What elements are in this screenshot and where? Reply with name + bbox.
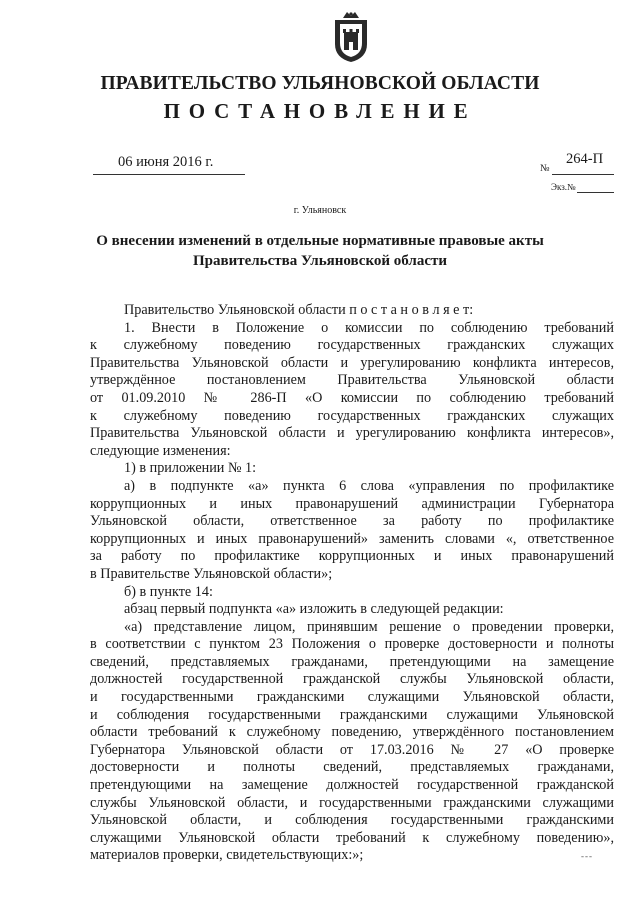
document-number: 264-П [566,151,604,167]
body-line: Ульяновской области, и соблюдения государственными гражданскими [90,812,614,829]
body-line: Правительства Ульяновской области и урегулированию конфликта интересов», [90,425,614,442]
document-body [90,302,614,865]
body-line: к служебному поведению государственных гражданских служащих [90,407,614,424]
body-line: утверждённое постановлением Правительства Ульяновской области [90,372,614,389]
body-line: материалов проверки, свидетельствующих:»; [90,847,364,864]
body-line: и государственными гражданскими служащими Ульяновской области, [90,689,614,706]
body-line: Правительство Ульяновской области п о с т а н о в л я е т: [124,302,474,318]
body-line: области требований к служебному поведению, утверждённого постановлением [90,724,614,741]
body-line: абзац первый подпункта «а» изложить в следующей редакции: [124,601,504,618]
body-line: б) в пункте 14: [124,583,213,600]
body-line: службы Ульяновской области, и государственными гражданскими служащими [90,794,614,811]
body-line: за работу по профилактике коррупционных и иных правонарушений [90,548,614,565]
body-line: «а) представление лицом, принявшим решение о проведении проверки, [124,618,614,635]
page-continuation-mark: --- [581,851,593,861]
body-line: а) в подпункте «а» пункта 6 слова «управления по профилактике [124,477,614,494]
coat-of-arms-icon [331,10,371,64]
body-line: достоверности и полноты сведений, представляемых гражданами, [90,759,614,776]
body-line: должностей государственной гражданской службы Ульяновской области, [90,671,614,688]
subject-line: О внесении изменений в отдельные нормативные правовые акты [96,233,544,249]
body-line: Ульяновской области, ответственное за работу по профилактике [90,513,614,530]
body-line: сведений, представляемых гражданами, претендующими на замещение [90,653,614,670]
body-line: 1. Внести в Положение о комиссии по соблюдению требований [124,319,614,336]
body-line: служащими Ульяновской области требований к служебному поведению», [90,829,614,846]
body-line: к служебному поведению государственных гражданских служащих [90,337,614,354]
copy-number-label: Экз.№ [551,182,576,192]
document-date: 06 июня 2016 г. [118,154,214,170]
body-line: и соблюдения государственными гражданскими служащими Ульяновской [90,706,614,723]
copy-number-underline [577,192,614,193]
number-underline [552,174,614,175]
body-line: Губернатора Ульяновской области от 17.03.2016 № 27 «О проверке [90,741,614,758]
document-type: ПОСТАНОВЛЕНИЕ [163,99,477,123]
body-line: в соответствии с пунктом 23 Положения о проверке достоверности и полноты [90,636,614,653]
number-prefix: № [540,163,550,174]
subject-line: Правительства Ульяновской области [192,252,448,269]
city-name: г. Ульяновск [293,205,347,216]
date-underline [93,174,245,175]
body-line: коррупционных и иных правонарушений» заменить словами «, ответственное [90,530,614,547]
body-line: Правительства Ульяновской области и урегулированию конфликта интересов, [90,354,614,371]
document-subject [0,232,640,271]
body-line: следующие изменения: [90,442,231,459]
body-line: в Правительстве Ульяновской области»; [90,565,333,582]
body-line: 1) в приложении № 1: [124,460,257,477]
body-line: претендующими на замещение должностей государственной гражданской [90,777,614,794]
government-title: ПРАВИТЕЛЬСТВО УЛЬЯНОВСКОЙ ОБЛАСТИ [100,73,540,94]
body-line: коррупционных и иных правонарушений администрации Губернатора [90,495,614,512]
body-line: от 01.09.2010 № 286-П «О комиссии по соблюдению требований [90,389,614,406]
